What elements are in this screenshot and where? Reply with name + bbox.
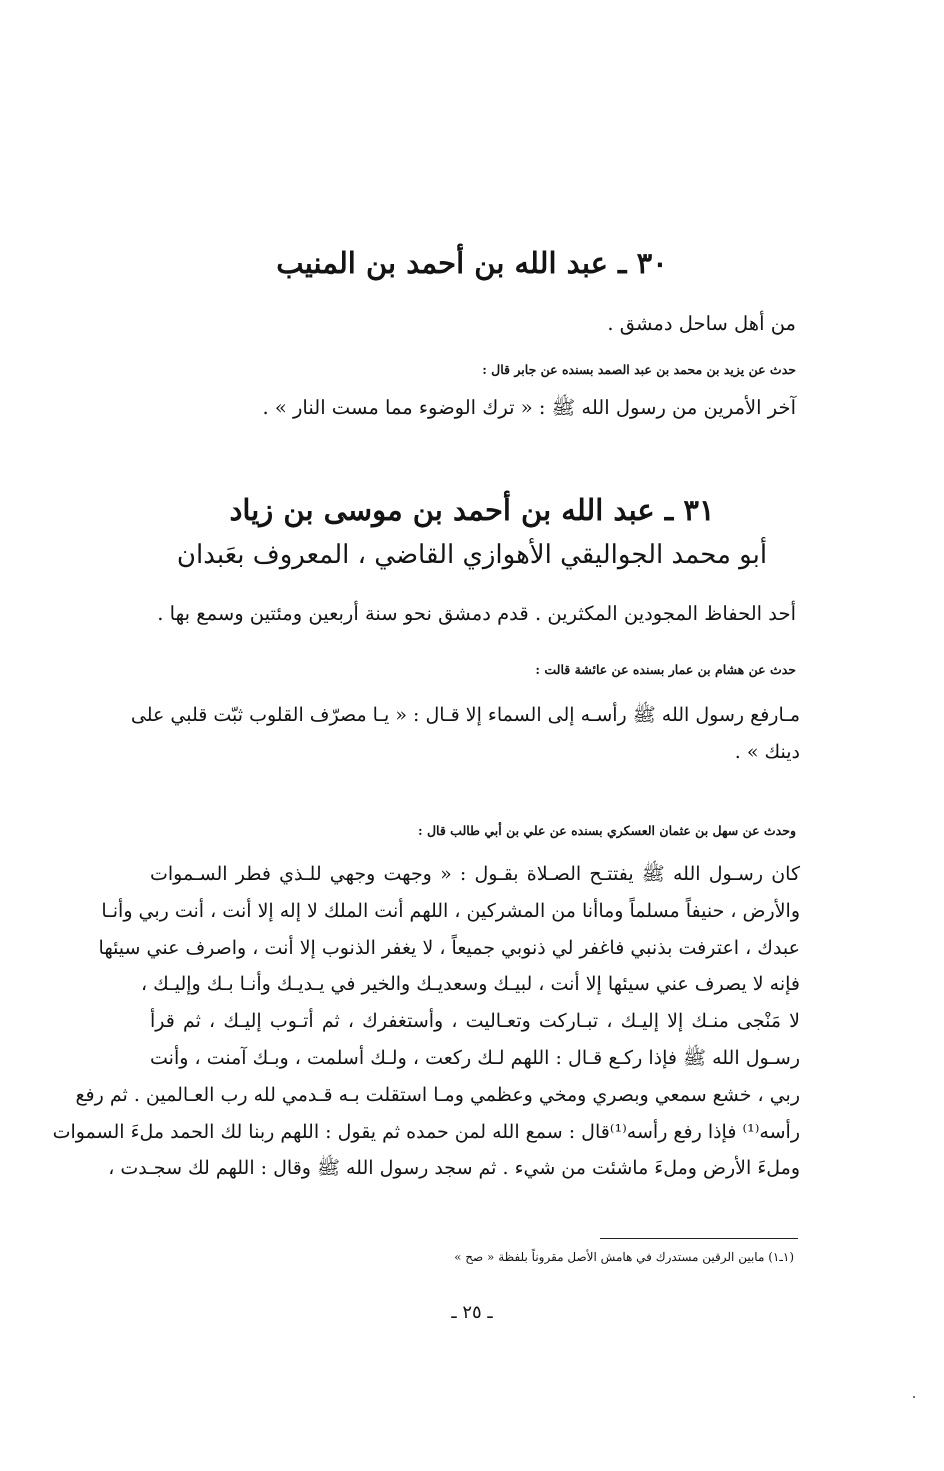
- entry-31-chain-2: وحدث عن سهل بن عثمان العسكري بسنده عن علي بن أبي طالب قال :: [417, 823, 796, 838]
- hadith-1-line: دينك » .: [734, 740, 800, 763]
- hadith-2-line: كان رسـول الله ﷺ يفتتـح الصـلاة بقـول : « وجهت وجهي للـذي فطر السـموات: [150, 863, 800, 885]
- hadith-2-line: رأسه⁽¹⁾ فإذا رفع رأسه⁽¹⁾قال : سمع الله لمن حمده ثم يقول : اللهم ربنا لك الحمد ملءَ السموات: [52, 1120, 800, 1143]
- hadith-2-line: وملءَ الأرض وملءَ ماشئت من شيء . ثم سجد رسول الله ﷺ وقال : اللهم لك سجـدت ،: [108, 1157, 800, 1180]
- hadith-2-line: والأرض ، حنيفاً مسلماً وماأنا من المشركين ، اللهم أنت الملك لا إله إلا أنت ، أنت ربي وأنـا: [101, 899, 800, 922]
- entry-30-heading: ٣٠ ـ عبد الله بن أحمد بن المنيب: [276, 246, 668, 280]
- footnote-separator: [600, 1238, 798, 1239]
- footnote: (١ـ١) مابين الرقين مستدرك في هامش الأصل مقروناً بلفظة « صح »: [454, 1250, 794, 1264]
- scan-speck: [913, 1396, 915, 1398]
- hadith-2-line: ربي ، خشع سمعي وبصري ومخي وعظمي ومـا استقلت بـه قـدمي لله رب العـالمين . ثم رفع: [75, 1083, 800, 1106]
- entry-31-kunya: أبو محمد الجواليقي الأهوازي القاضي ، المعروف بعَبدان: [176, 540, 768, 570]
- entry-31-chain-1: حدث عن هشام بن عمار بسنده عن عائشة قالت :: [535, 662, 796, 677]
- entry-30-chain: حدث عن يزيد بن محمد بن عبد الصمد بسنده عن جابر قال :: [482, 362, 796, 377]
- entry-31-description: أحد الحفاظ المجودين المكثرين . قدم دمشق نحو سنة أربعين ومئتين وسمع بها .: [157, 602, 796, 625]
- page-number: ـ ٢٥ ـ: [451, 1302, 493, 1323]
- entry-30-hadith: آخر الأمرين من رسول الله ﷺ : « ترك الوضوء مما مست النار » .: [262, 396, 796, 419]
- hadith-1-line: مـارفع رسول الله ﷺ رأسـه إلى السماء إلا قـال : « يـا مصرّف القلوب ثبّت قلبي على: [130, 704, 800, 726]
- entry-31-hadith-2: [52, 856, 800, 1187]
- hadith-2-line: لا مَنْجى منـك إلا إليـك ، تبـاركت وتعـاليت ، وأستغفرك ، ثم أتـوب إليـك ، ثم قرأ: [150, 1010, 800, 1033]
- entry-31-hadith-1: [130, 697, 800, 771]
- hadith-2-line: فإنه لا يصرف عني سيئها إلا أنت ، لبيـك وسعديـك والخير في يـديـك وأنـا بـك وإليـك ،: [141, 973, 800, 996]
- entry-30-origin: من أهل ساحل دمشق .: [607, 312, 796, 335]
- entry-31-heading: ٣١ ـ عبد الله بن أحمد بن موسى بن زياد: [229, 493, 715, 527]
- hadith-2-line: عبدك ، اعترفت بذنبي فاغفر لي ذنوبي جميعاً ، لا يغفر الذنوب إلا أنت ، واصرف عني سيئها: [98, 936, 800, 959]
- hadith-2-line: رسـول الله ﷺ فإذا ركـع قـال : اللهم لـك ركعت ، ولـك أسلمت ، وبـك آمنت ، وأنت: [150, 1046, 800, 1069]
